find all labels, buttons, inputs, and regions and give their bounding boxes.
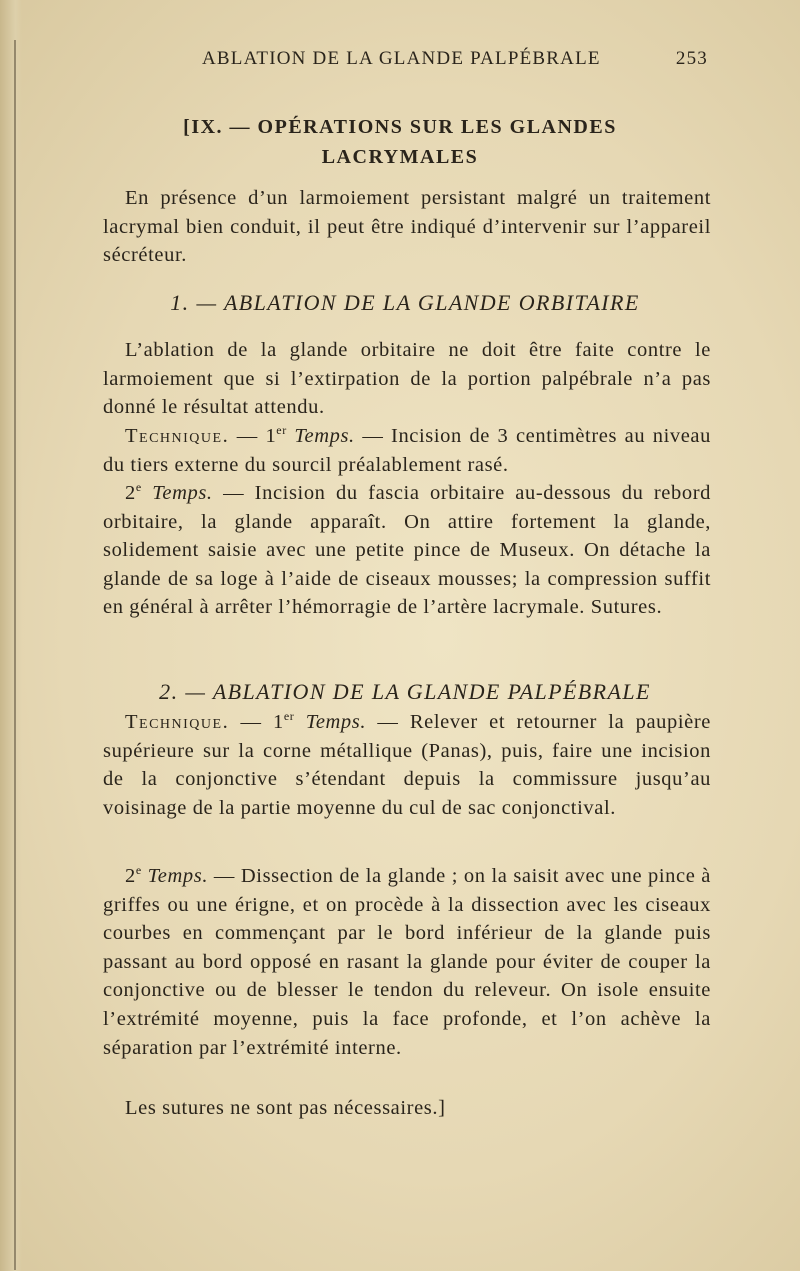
- running-title: ABLATION DE LA GLANDE PALPÉBRALE: [202, 48, 601, 69]
- section-title-line-1: [IX. — OPÉRATIONS SUR LES GLANDES: [183, 116, 617, 138]
- temps-label: Temps.: [305, 711, 367, 733]
- technique-label: Technique.: [125, 711, 230, 733]
- temps-label: Temps.: [152, 482, 213, 504]
- part2-temps2: [103, 862, 711, 1062]
- part1-heading: 1. — ABLATION DE LA GLANDE ORBITAIRE: [170, 290, 640, 315]
- section-title-line-2: LACRYMALES: [321, 146, 479, 168]
- page-number: 253: [675, 48, 708, 69]
- page-binding-edge: [0, 0, 22, 1271]
- temps-number: 1: [265, 425, 277, 447]
- temps-label: Temps.: [147, 865, 209, 887]
- part1-temps2: [103, 479, 711, 622]
- temps2-text: — Incision du fascia orbitaire au-dessous du rebord orbitaire, la glande apparaît. On attire fortement la glande, solidement saisie avec une petite pince de Museux. On détache la glande de sa loge à l’aide de ciseaux mousses; la compression suffit en général à arrêter l’hémorragie de l’artère lacrymale. Sutures.: [103, 482, 711, 619]
- technique-label: Technique.: [125, 425, 230, 447]
- ordinal-suffix: er: [283, 709, 295, 724]
- temps2-text: — Dissection de la glande ; on la saisit avec une pince à griffes ou une érigne, et on procède à la dissection avec les ciseaux courbes en commençant par le bord inférieur de la glande puis passant au bord opposé en rasant la glande pour éviter de couper la conjonctive ou de blesser le tendon du releveur. On isole ensuite l’extrémité moyenne, puis la face profonde, et l’on achève la séparation par l’extrémité interne.: [103, 865, 711, 1059]
- binding-line: [14, 40, 16, 1270]
- temps-number: 2: [125, 865, 136, 887]
- temps-number: 1: [272, 711, 284, 733]
- closing-paragraph: Les sutures ne sont pas nécessaires.]: [125, 1097, 446, 1119]
- ordinal-suffix: e: [135, 863, 142, 878]
- intro-paragraph: En présence d’un larmoiement persistant malgré un traitement lacrymal bien conduit, il peut être indiqué d’intervenir sur l’appareil sécréteur.: [103, 187, 711, 267]
- ordinal-suffix: er: [276, 423, 287, 438]
- temps1-text: — Incision de 3 centimètres au niveau du tiers externe du sourcil préalablement rasé.: [103, 425, 711, 476]
- part2-technique-temps1: [103, 708, 711, 822]
- part1-technique-temps1: [103, 422, 711, 479]
- temps-label: Temps.: [294, 425, 355, 447]
- dash: —: [229, 425, 266, 447]
- dash: —: [229, 711, 273, 733]
- running-header: [0, 48, 800, 78]
- part1-paragraph: L’ablation de la glande orbitaire ne doit être faite contre le larmoiement que si l’extirpation de la portion palpébrale n’a pas donné le résultat attendu.: [103, 339, 711, 419]
- section-title: [120, 112, 680, 172]
- part2-heading: 2. — ABLATION DE LA GLANDE PALPÉBRALE: [159, 679, 651, 704]
- temps1-text: — Relever et retourner la paupière supérieure sur la corne métallique (Panas), puis, faire une incision de la conjonctive s’étendant depuis la commissure jusqu’au voisinage de la partie moyenne du cul de sac conjonctival.: [103, 711, 711, 819]
- ordinal-suffix: e: [135, 480, 142, 495]
- temps-number: 2: [125, 482, 136, 504]
